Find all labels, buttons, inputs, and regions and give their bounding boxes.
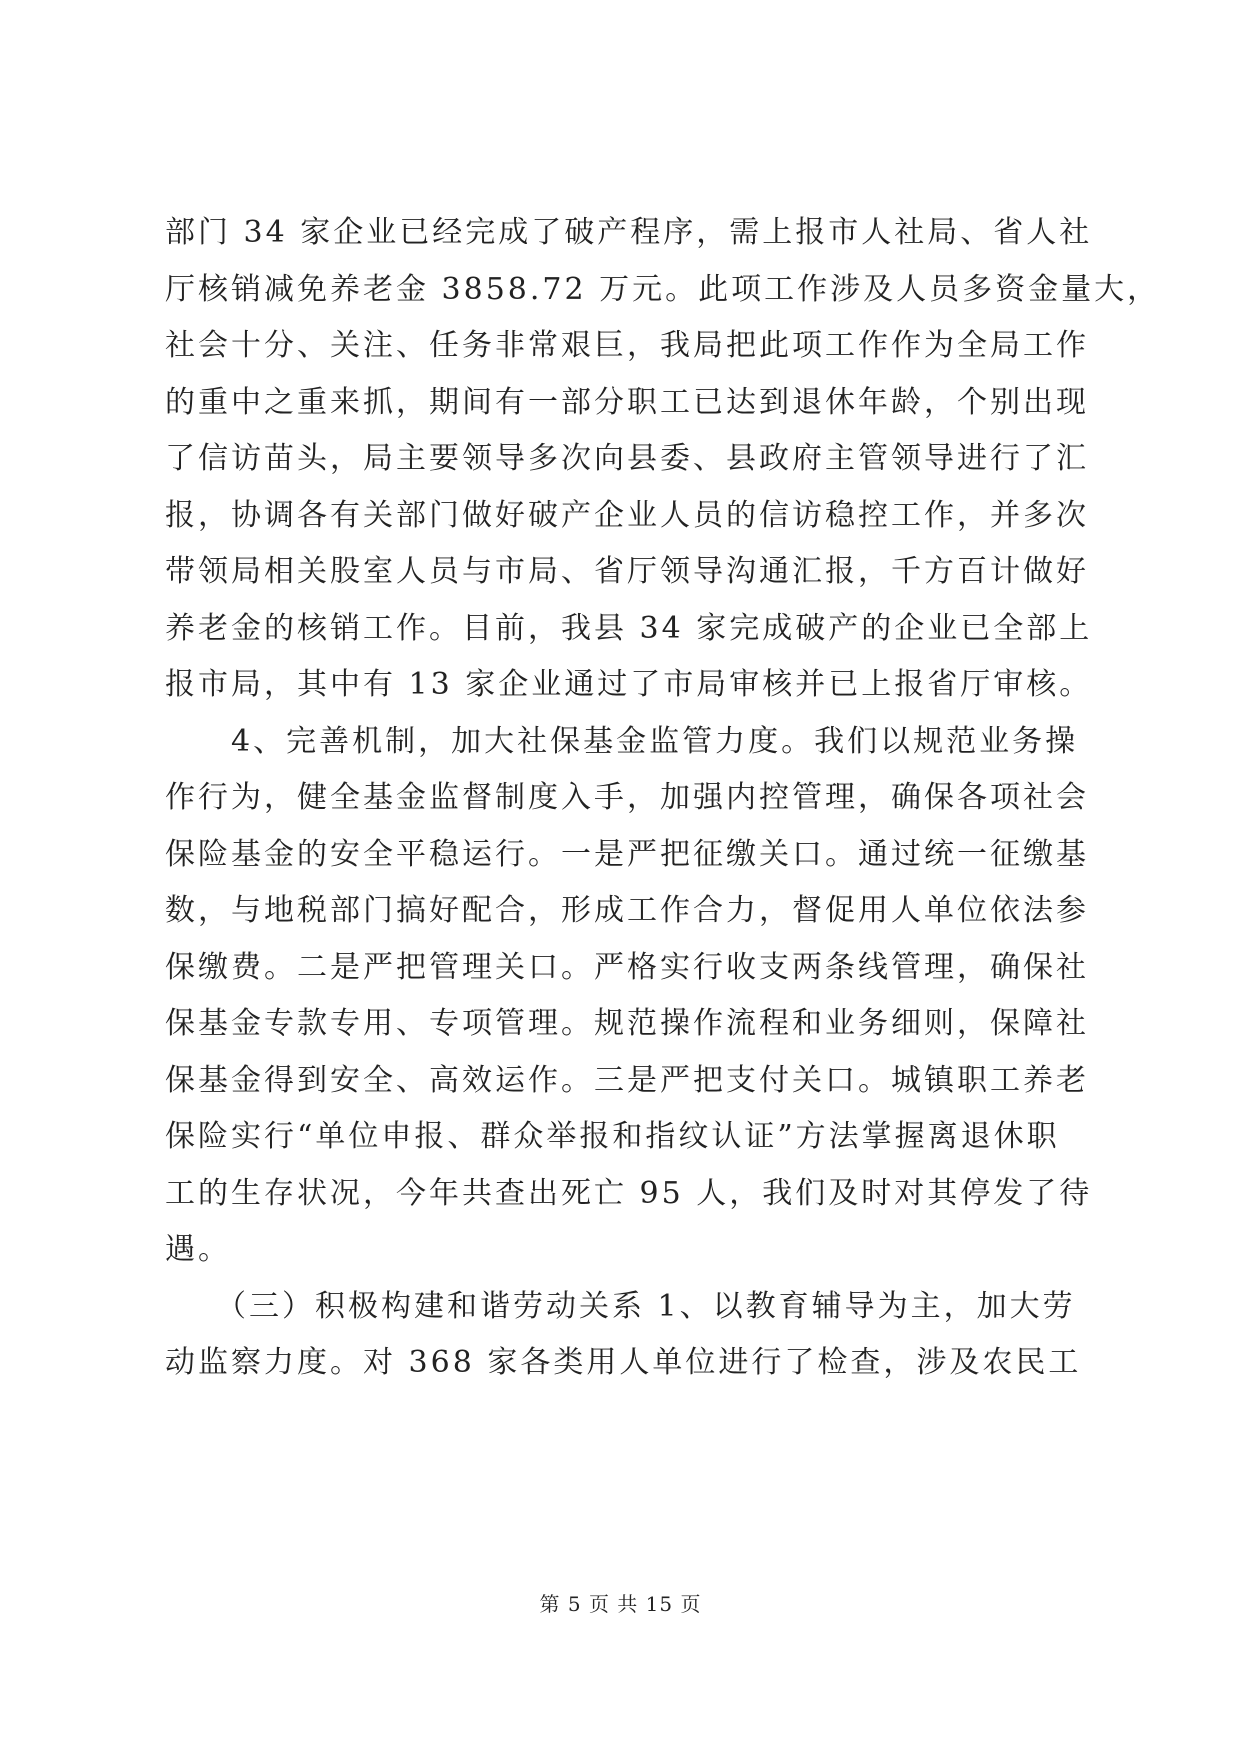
text-line: 养老金的核销工作。目前，我县 34 家完成破产的企业已全部上 (165, 611, 1093, 646)
text-line: 遇。 (165, 1232, 231, 1267)
page-number-footer: 第 5 页 共 15 页 (539, 1592, 702, 1616)
text-line: 保基金专款专用、专项管理。规范操作流程和业务细则，保障社 (165, 1006, 1089, 1041)
text-line: 数，与地税部门搞好配合，形成工作合力，督促用人单位依法参 (165, 893, 1089, 928)
text-line: 动监察力度。对 368 家各类用人单位进行了检查，涉及农民工 (165, 1345, 1082, 1380)
text-line: 工的生存状况，今年共查出死亡 95 人，我们及时对其停发了待 (165, 1176, 1093, 1211)
text-line: 保基金得到安全、高效运作。三是严把支付关口。城镇职工养老 (165, 1063, 1089, 1098)
text-line: 报市局，其中有 13 家企业通过了市局审核并已上报省厅审核。 (165, 667, 1093, 702)
text-line: 保险基金的安全平稳运行。一是严把征缴关口。通过统一征缴基 (165, 837, 1089, 872)
text-line: 4、完善机制，加大社保基金监管力度。我们以规范业务操 (165, 724, 1079, 759)
text-line: 了信访苗头，局主要领导多次向县委、县政府主管领导进行了汇 (165, 441, 1089, 476)
text-line: 厅核销减免养老金 3858.72 万元。此项工作涉及人员多资金量大， (165, 272, 1161, 307)
text-line: （三）积极构建和谐劳动关系 1、以教育辅导为主，加大劳 (165, 1289, 1076, 1324)
text-line: 报，协调各有关部门做好破产企业人员的信访稳控工作，并多次 (165, 498, 1089, 533)
text-line: 作行为，健全基金监督制度入手，加强内控管理，确保各项社会 (165, 780, 1089, 815)
text-line: 保险实行“单位申报、群众举报和指纹认证”方法掌握离退休职 (165, 1119, 1060, 1154)
text-line: 带领局相关股室人员与市局、省厅领导沟通汇报，千方百计做好 (165, 554, 1089, 589)
text-line: 保缴费。二是严把管理关口。严格实行收支两条线管理，确保社 (165, 950, 1089, 985)
text-line: 部门 34 家企业已经完成了破产程序，需上报市人社局、省人社 (165, 215, 1093, 250)
text-line: 的重中之重来抓，期间有一部分职工已达到退休年龄，个别出现 (165, 385, 1089, 420)
text-line: 社会十分、关注、任务非常艰巨，我局把此项工作作为全局工作 (165, 328, 1089, 363)
